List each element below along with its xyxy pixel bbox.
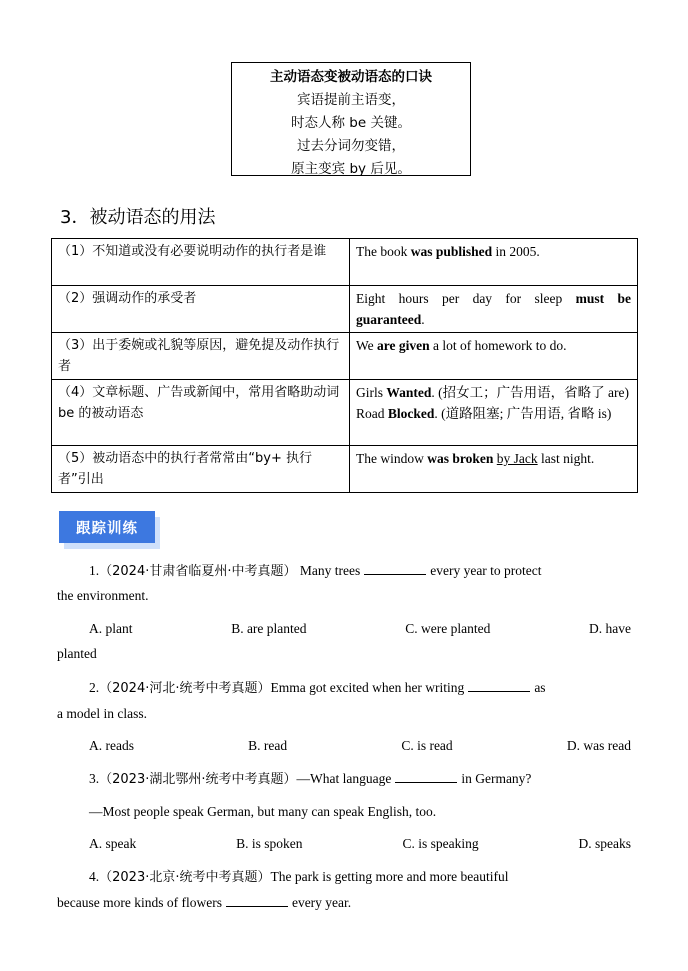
table-row xyxy=(52,380,638,446)
option-d[interactable]: D. speaks xyxy=(578,836,631,851)
table-row xyxy=(52,333,638,380)
option-c[interactable]: C. were planted xyxy=(405,621,491,636)
usage-table xyxy=(51,238,638,493)
example-cell: Girls Wanted. (招女工；广告用语，省略了 are) Road Blocked. (道路阻塞; 广告用语, 省略 is) xyxy=(350,380,638,446)
question-4: 4.（2023·北京·统考中考真题）The park is getting more and more beautiful xyxy=(89,869,509,885)
option-a[interactable]: A. plant xyxy=(89,621,133,636)
option-a[interactable]: A. speak xyxy=(89,836,137,851)
usage-cell: （5）被动语态中的执行者常常由“by+ 执行者”引出 xyxy=(52,446,350,493)
example-cell: The book was published in 2005. xyxy=(350,239,638,286)
option-b[interactable]: B. are planted xyxy=(231,621,307,636)
option-c[interactable]: C. is speaking xyxy=(402,836,479,851)
table-row xyxy=(52,286,638,333)
table-row xyxy=(52,446,638,493)
answer-blank[interactable] xyxy=(468,679,530,692)
question-1: 1.（2024·甘肃省临夏州·中考真题） Many trees every year to protect xyxy=(89,563,542,579)
question-4-line2: because more kinds of flowers every year. xyxy=(57,895,352,910)
example-cell: We are given a lot of homework to do. xyxy=(350,333,638,380)
example-cell: Eight hours per day for sleep must be guaranteed. xyxy=(350,286,638,333)
option-b[interactable]: B. read xyxy=(248,738,288,753)
question-2-line2: a model in class. xyxy=(57,706,147,721)
option-d-wrap: planted xyxy=(57,646,97,661)
question-3-options xyxy=(89,831,631,857)
usage-cell: （4）文章标题、广告或新闻中，常用省略助动词 be 的被动语态 xyxy=(52,380,350,446)
mnemonic-line: 过去分词勿变错， xyxy=(297,138,405,154)
table-row xyxy=(52,239,638,286)
mnemonic-line: 原主变宾 by 后见。 xyxy=(291,161,411,177)
mnemonic-title: 主动语态变被动语态的口诀 xyxy=(270,69,432,85)
option-b[interactable]: B. is spoken xyxy=(236,836,303,851)
practice-badge: 跟踪训练 xyxy=(59,511,155,543)
section-title: 3．被动语态的用法 xyxy=(60,207,216,228)
answer-blank[interactable] xyxy=(226,894,288,907)
question-3-line2: —Most people speak German, but many can speak English, too. xyxy=(89,804,437,819)
option-c[interactable]: C. is read xyxy=(401,738,453,753)
question-3: 3.（2023·湖北鄂州·统考中考真题）—What language in Germany? xyxy=(89,771,532,787)
usage-cell: （2）强调动作的承受者 xyxy=(52,286,350,333)
question-2: 2.（2024·河北·统考中考真题）Emma got excited when her writing as xyxy=(89,680,546,696)
option-d[interactable]: D. was read xyxy=(566,738,631,753)
option-a[interactable]: A. reads xyxy=(89,738,134,753)
question-1-options xyxy=(89,616,631,642)
example-cell: The window was broken by Jack last night. xyxy=(350,446,638,493)
mnemonic-line: 时态人称 be 关键。 xyxy=(291,115,411,131)
answer-blank[interactable] xyxy=(395,770,457,783)
option-d[interactable]: D. have xyxy=(589,621,631,636)
question-1-line2: the environment. xyxy=(57,588,149,603)
mnemonic-box xyxy=(231,62,471,176)
usage-cell: （1）不知道或没有必要说明动作的执行者是谁 xyxy=(52,239,350,286)
mnemonic-line: 宾语提前主语变， xyxy=(297,92,405,108)
question-2-options xyxy=(89,733,631,759)
usage-cell: （3）出于委婉或礼貌等原因，避免提及动作执行者 xyxy=(52,333,350,380)
answer-blank[interactable] xyxy=(364,562,426,575)
